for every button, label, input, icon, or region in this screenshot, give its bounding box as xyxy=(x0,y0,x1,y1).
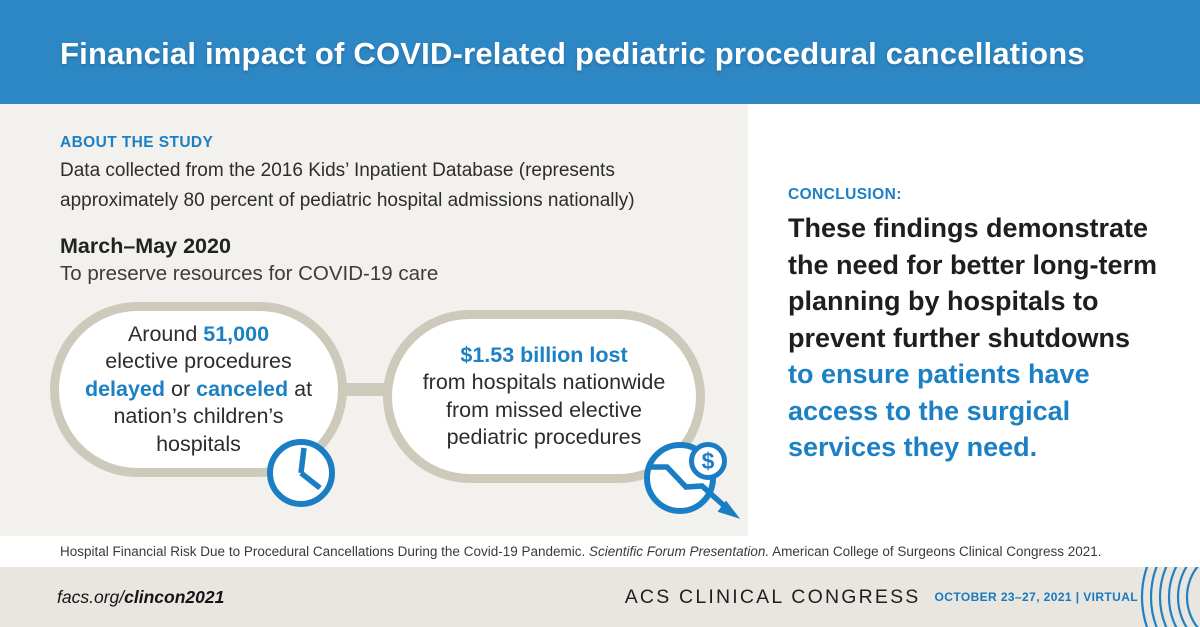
footer-branding xyxy=(625,567,1138,627)
about-the-study-label: ABOUT THE STUDY xyxy=(60,134,214,151)
study-period: March–May 2020 xyxy=(60,234,231,258)
footer-bar xyxy=(0,567,1200,627)
conclusion-text: These findings demonstrate the need for better long-term planning by hospitals to prevent further shutdowns to ensure patients have access to the surgical services they need. xyxy=(788,213,1158,462)
ripple-arcs-icon xyxy=(1128,567,1200,627)
clock-icon xyxy=(263,435,339,511)
conclusion-label: CONCLUSION: xyxy=(788,186,902,203)
declining-chart-dollar-icon xyxy=(632,426,748,530)
citation-text: Hospital Financial Risk Due to Procedural Cancellations During the Covid-19 Pandemic. Scientific Forum Presentation. American College of Surgeons Clinical Congress 2021. xyxy=(60,544,1102,559)
study-period-note: To preserve resources for COVID-19 care xyxy=(60,262,439,285)
congress-name: ACS CLINICAL CONGRESS xyxy=(624,585,921,608)
title-banner xyxy=(0,0,1200,104)
dollar-sign-glyph: $ xyxy=(701,448,715,474)
study-description: Data collected from the 2016 Kids’ Inpatient Database (represents approximately 80 percent of pediatric hospital admissions nationally) xyxy=(60,160,635,211)
page-title: Financial impact of COVID-related pediatric procedural cancellations xyxy=(60,36,1085,71)
congress-date: OCTOBER 23–27, 2021 | VIRTUAL xyxy=(934,590,1138,604)
footer-url: facs.org/clincon2021 xyxy=(57,587,225,607)
stat-loss-text: $1.53 billion lost from hospitals nationwide from missed elective pediatric procedures xyxy=(422,342,666,449)
citation-strip xyxy=(0,536,1200,567)
stat-procedures-text: Around 51,000 elective procedures delayed or canceled at nation’s children’s hospitals xyxy=(84,321,313,456)
